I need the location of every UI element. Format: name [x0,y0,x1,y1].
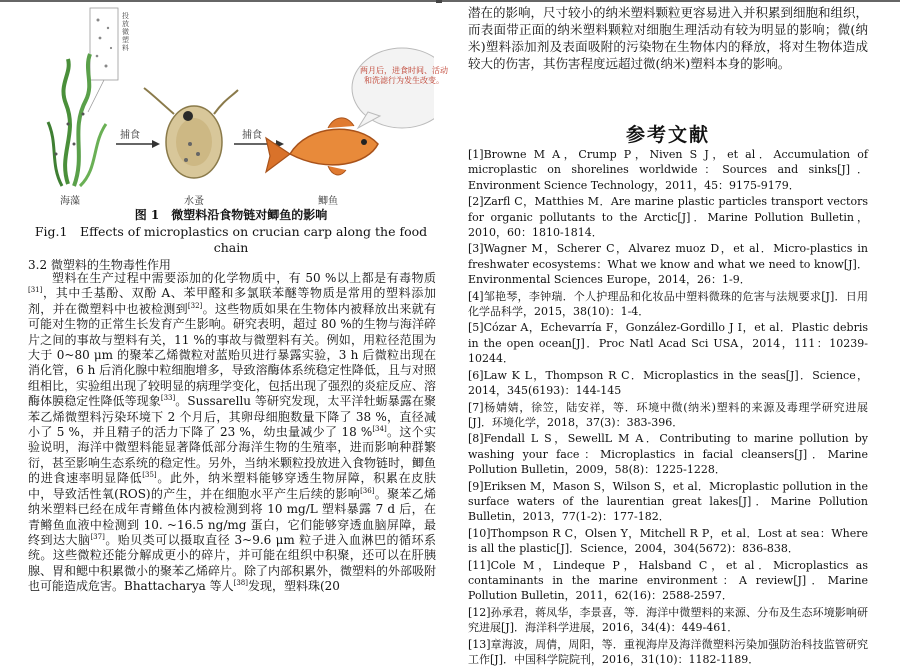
inset-label: 投放微塑料 [122,12,129,52]
food-chain-illustration [28,4,434,204]
reference-item: [3]Wagner M，Scherer C，Alvarez muoz D，et al．Micro-plastics in freshwater ecosystems：What we know and what we need to know[J]．Environmental Sciences Europe，2014，26：1-9． [468,242,868,287]
daphnia-label: 水蚤 [184,196,204,207]
reference-item: [5]Cózar A，Echevarría F，González-Gordillo J I，et al．Plastic debris in the open ocean[J]．Proc Natl Acad Sci USA，2014，111：10239-10244． [468,321,868,366]
citation: [37] [90,532,105,541]
food-chain-figure [28,4,448,207]
section-heading: 3.2 微塑料的生物毒性作用 [28,258,171,272]
reference-item: [8]Fendall L S，SewellL M A．Contributing to marine pollution by washing your face：Microplastics in facial cleansers[J]．Marine Pollution Bulletin，2009，58(8)：1225-1228． [468,432,868,477]
left-body-text [28,271,436,656]
reference-item: [12]孙承君，蒋凤华，李景喜，等．海洋中微塑料的来源、分布及生态环境影响研究进展[J]．海洋科学进展，2016，34(4)：449-461． [468,605,868,635]
effect-bubble [352,48,434,128]
left-column [28,4,448,207]
reference-item: [2]Zarfl C，Matthies M．Are marine plastic particles transport vectors for organic pollutants to the Arctic[J]．Marine Pollution Bulletin，2010，60：1810-1814． [468,195,868,240]
right-intro-paragraph: 潜在的影响，尺寸较小的纳米塑料颗粒更容易进入并积累到细胞和组织，而表面带正面的纳米塑料颗粒对细胞生理活动有较为明显的影响；微(纳米)塑料添加剂及表面吸附的污染物在生物体内的释放，将对生物体造成较大的伤害，其伤害程度远超过微(纳米)塑料本身的影响。 [468,5,869,71]
page-top-mark [436,0,442,3]
references-list [468,147,868,668]
reference-item: [6]Law K L，Thompson R C．Microplastics in the seas[J]．Science，2014，345(6193)：144-145 [468,368,868,398]
citation: [33] [160,394,176,403]
reference-item: [7]杨婧婧，徐笠，陆安祥，等．环境中微(纳米)塑料的来源及毒理学研究进展[J]．环境化学，2018，37(3)：383-396． [468,400,868,429]
reference-item: [9]Eriksen M，Mason S，Wilson S，et al．Microplastic pollution in the surface waters of the laurentian great lakes[J]．Marine Pollution Bulletin，2013，77(1-2)：177-182． [468,479,868,524]
body-seg: 。此外，纳米塑料能够穿透生物屏障，积累在皮肤中，导致活性氧(ROS)的产生，并在细胞水平产生后续的影响 [28,471,436,501]
citation: [38] [233,579,248,588]
body-seg: ，其中壬基酚、双酚 A、苯甲醛和多氯联苯醚等物质是常用的塑料添加剂，并在微塑料中也被检测到 [28,286,436,316]
citation: [32] [187,301,203,310]
predation-arrow-1 [116,140,160,148]
citation: [36] [360,486,375,495]
body-seg: 。贻贝类可以摄取直径 3~9.6 μm 粒子进入血淋巴的循环系统。这些微粒还能分解成更小的碎片，并可能在组织中积聚，还可以在肝胰腺、胃和鳃中积累微小的聚苯乙烯碎片。除了内部积累外，微塑料的外部吸附也可能造成危害。Bhattacharya 等人 [28,532,436,594]
reference-item: [13]章海波，周倩，周阳，等．重视海岸及海洋微塑料污染加强防治科技监管研究工作[J]．中国科学院院刊，2016，31(10)：1182-1189． [468,637,868,666]
body-seg: 发现，塑料珠(20 [247,579,340,594]
body-seg: 。这个实验说明，海洋中微塑料能显著降低部分海洋生物的生殖率，进而影响种群繁衍，甚至影响生态系统的稳定性。另外，当纳米颗粒投放进入食物链时，鲫鱼的进食速率明显降低 [28,425,436,486]
algae-label: 海藻 [60,196,80,207]
citation: [35] [142,471,157,480]
body-seg: 。这些物质如果在生物体内被释放出来就有可能对生物的正常生长发育产生影响。研究表明，超过 80 %的生物与海洋碎片之间的事故与塑料有关，11 %的事故与微塑料有关。例如，用粒径范围为大于 0~80 μm 的聚苯乙烯微粒对蓝贻贝进行暴露实验，3 h 后微粒出现在消化管，6 h 后消化腺中粒细胞增多，导致溶酶体系统稳定性降低，且与对照组相比，实验组出现了较明显的病理学变化，包括出现了强烈的炎症反应、溶酶体膜稳定性降低等现象 [28,301,436,409]
fish-label: 鲫鱼 [318,196,338,207]
predation-label-1: 捕食 [120,130,140,141]
reference-item: [1]Browne M A，Crump P，Niven S J，et al．Accumulation of microplastic on shorelines worldwide：Sources and sinks[J]．Environment Science Technology，2011，45：9175-9179． [468,148,868,192]
reference-item: [4]邹艳琴，李钟瑞．个人护理品和化妆品中塑料微珠的危害与法规要求[J]．日用化学品科学，2015，38(10)：1-4． [468,289,868,319]
predation-label-2: 捕食 [242,130,262,141]
figure-caption-en: Fig.1 Effects of microplastics on crucian carp along the food chain [34,224,428,255]
reference-item: [11]Cole M，Lindeque P，Halsband C，et al．Microplastics as contaminants in the marine environment：A review[J]．Marine Pollution Bulletin，2011，62(16)：2588-2597． [468,558,868,603]
body-seg: 。Sussarellu 等研究发现，太平洋牡蛎暴露在聚苯乙烯微塑料污染环境下 2 个月后，其卵母细胞数量下降了 38 %，直径减小了 5 %，并且精子的活力下降了 23 %，幼虫量减少了 18 % [28,394,436,440]
daphnia-icon [144,88,238,178]
references-title: 参考文献 [625,124,710,146]
body-seg: 塑料在生产过程中需要添加的化学物质中，有 50 %以上都是有毒物质 [52,271,436,285]
bubble-text: 两月后，进食时间、活动和洗滤行为发生改变。 [360,66,448,85]
citation: [34] [372,425,387,434]
page-top-rule [0,0,900,2]
citation: [31] [28,286,43,295]
microplastic-inset [88,8,118,112]
body-seg: 。聚苯乙烯纳米塑料已经在成年青鳉鱼体内被检测到将 10 mg/L 塑料暴露 7 d 后，在青鳉鱼血液中检测到 10. ~16.5 ng/mg 蛋白，它们能够穿透血脑屏障，最终到达大脑 [28,486,436,547]
figure-caption-zh: 图 1 微塑料沿食物链对鲫鱼的影响 [134,208,328,222]
seaweed-icon [48,54,106,186]
reference-item: [10]Thompson R C，Olsen Y，Mitchell R P，et al．Lost at sea：Where is all the plastic[J]．Science，2004，304(5672)：836-838． [468,526,868,556]
